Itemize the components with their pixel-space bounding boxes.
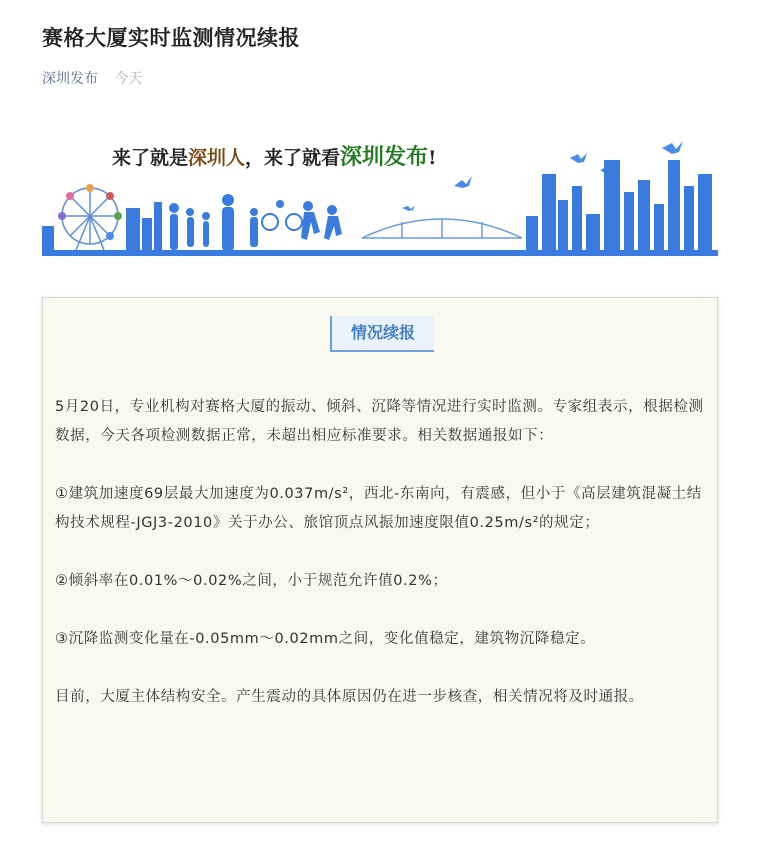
bird-icon: [570, 153, 587, 163]
right-skyline: [526, 160, 712, 252]
bridge: [362, 219, 522, 238]
slogan-part2: ，来了就看: [245, 147, 341, 169]
section-badge: 情况续报: [330, 316, 434, 352]
account-link[interactable]: 深圳发布: [42, 71, 98, 87]
article-title: 赛格大厦实时监测情况续报: [42, 26, 300, 50]
bird-icon: [402, 205, 415, 211]
slogan-part1: 来了就是: [112, 147, 189, 169]
paragraph-settlement: ③沉降监测变化量在-0.05mm～0.02mm之间，变化值稳定，建筑物沉降稳定。: [55, 631, 596, 647]
paragraph-acceleration: ①建筑加速度69层最大加速度为0.037m/s²，西北-东南向，有震感，但小于《高层建筑混凝土结构技术规程-JGJ3-2010》关于办公、旅馆顶点风振加速度限值0.25m/s²的规定；: [55, 486, 702, 531]
paragraph-conclusion: 目前，大厦主体结构安全。产生震动的具体原因仍在进一步核查，相关情况将及时通报。: [55, 689, 644, 705]
card-body: [55, 393, 710, 741]
banner-slogan: [112, 144, 436, 170]
slogan-end: !: [428, 147, 437, 169]
publish-time: 今天: [114, 71, 143, 87]
header-banner: [42, 130, 718, 256]
bird-icon: [662, 141, 683, 154]
bird-icon: [454, 176, 472, 188]
people-silhouettes: [169, 194, 342, 251]
update-card: [42, 297, 718, 823]
paragraph-intro: 5月20日，专业机构对赛格大厦的振动、倾斜、沉降等情况进行实时监测。专家组表示，根据检测数据，今天各项检测数据正常，未超出相应标准要求。相关数据通报如下：: [55, 399, 704, 444]
article-meta: [42, 68, 142, 88]
paragraph-tilt: ②倾斜率在0.01%～0.02%之间，小于规范允许值0.2%；: [55, 573, 448, 589]
ground-line: [42, 250, 718, 256]
slogan-highlight1: 深圳人: [188, 147, 246, 169]
slogan-highlight2: 深圳发布: [340, 144, 429, 170]
